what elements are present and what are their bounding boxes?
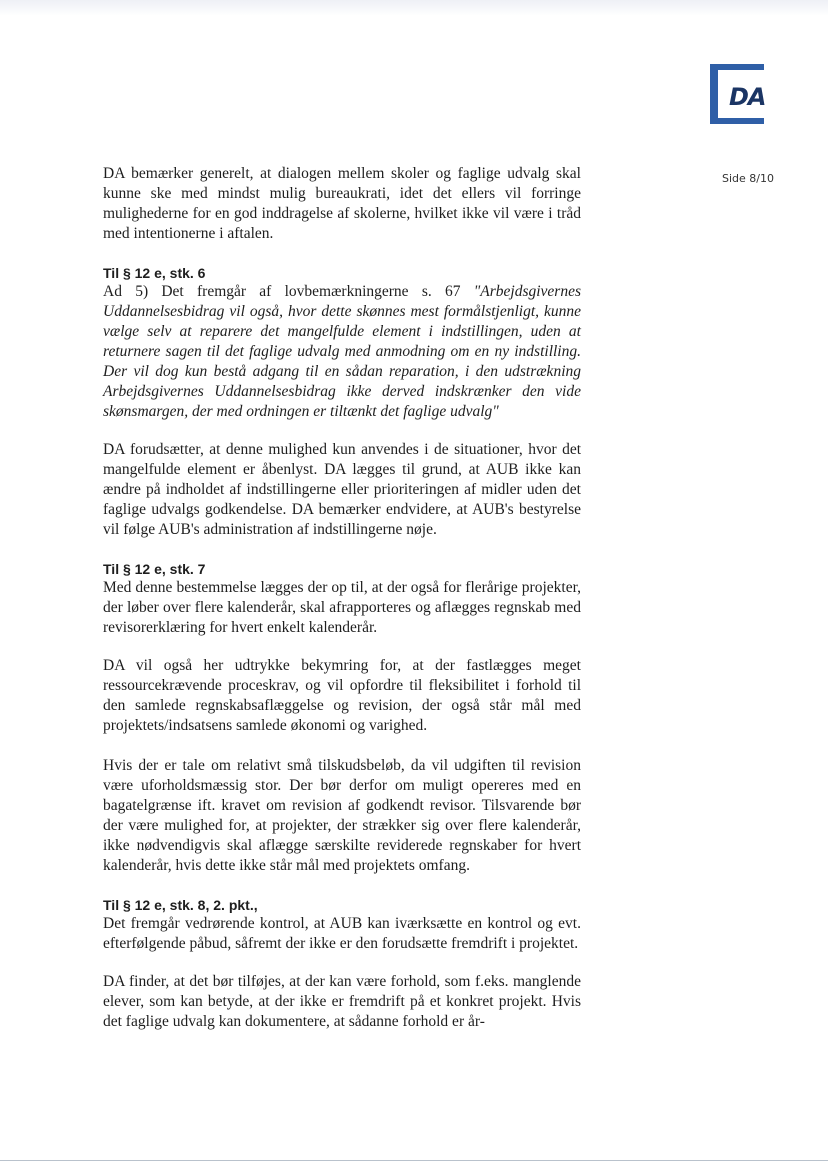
law-quote: "Arbejdsgivernes Uddannelsesbidrag vil også, hvor dette skønnes mest formålstjenligt, kunne vælge selv at reparere det mangelfulde element i indstillingen, uden at returnere sagen til det faglige udvalg med anmodning om en ny indstilling. Der vil dog kun bestå adgang til en sådan reparation, i den udstrækning Arbejdsgivernes Uddannelsesbidrag ikke derved indskrænker den vide skønsmargen, der med ordningen er tiltænkt det faglige udvalg" (103, 283, 581, 420)
section-text: Med denne bestemmelse lægges der op til, at der også for flerårige projekter, der løber over flere kalenderår, skal afrapporteres og aflægges regnskab med revisorerklæring for hvert enkelt kalenderår. (103, 579, 581, 636)
paragraph-small-grants: Hvis der er tale om relativt små tilskudsbeløb, da vil udgiften til revision være uforholdsmæssig stor. Der bør derfor om muligt opereres med en bagatelgrænse ift. kravet om revision af godkendt revisor. Tilsvarende bør der være mulighed for, at projekter, der strækker sig over flere kalenderår, ikke nødvendigvis skal aflægge særskilte reviderede regnskaber for hvert kalenderår, hvis dette ikke står mål med projektets omfang. (103, 757, 581, 874)
section-text (103, 282, 581, 422)
document-body (103, 164, 581, 1052)
scan-top-shade (0, 0, 828, 16)
paragraph-assumption: DA forudsætter, at denne mulighed kun anvendes i de situationer, hvor det mangelfulde element er åbenlyst. DA lægges til grund, at AUB ikke kan ændre på indholdet af indstillingerne eller prioriteringen af midler uden det faglige udvalgs godkendelse. DA bemærker endvidere, at AUB's bestyrelse vil følge AUB's administration af indstillingerne nøje. (103, 441, 581, 538)
section-heading: Til § 12 e, stk. 6 (103, 265, 206, 281)
da-logo (710, 64, 772, 132)
scan-bottom-line (0, 1160, 828, 1161)
section-12e-stk6 (103, 264, 581, 422)
section-12e-stk7 (103, 560, 581, 638)
section-text: Det fremgår vedrørende kontrol, at AUB kan iværksætte en kontrol og evt. efterfølgende påbud, såfremt der ikke er den forudsætte fremdrift i projektet. (103, 915, 581, 952)
paragraph-additional-conditions: DA finder, at det bør tilføjes, at der kan være forhold, som f.eks. manglende elever, som kan betyde, at der ikke er fremdrift på et konkret projekt. Hvis det faglige udvalg kan dokumentere, at sådanne forhold er år- (103, 973, 581, 1030)
section-intro: Ad 5) Det fremgår af lovbemærkningerne s. 67 (103, 283, 474, 300)
paragraph-general-remark: DA bemærker generelt, at dialogen mellem skoler og faglige udvalg skal kunne ske med mindst mulig bureaukrati, idet det ellers vil forringe mulighederne for en god inddragelse af skolerne, hvilket ikke vil være i tråd med intentionerne i aftalen. (103, 165, 581, 242)
page-number: Side 8/10 (722, 172, 774, 185)
section-heading: Til § 12 e, stk. 7 (103, 561, 206, 577)
logo-text: DA (729, 83, 766, 111)
section-heading: Til § 12 e, stk. 8, 2. pkt., (103, 897, 258, 913)
paragraph-concern: DA vil også her udtrykke bekymring for, at der fastlægges meget ressourcekrævende proceskrav, og vil opfordre til fleksibilitet i forhold til den samlede regnskabsaflæggelse og revision, der også står mål med projektets/indsatsens samlede økonomi og varighed. (103, 657, 581, 734)
section-12e-stk8 (103, 896, 581, 954)
